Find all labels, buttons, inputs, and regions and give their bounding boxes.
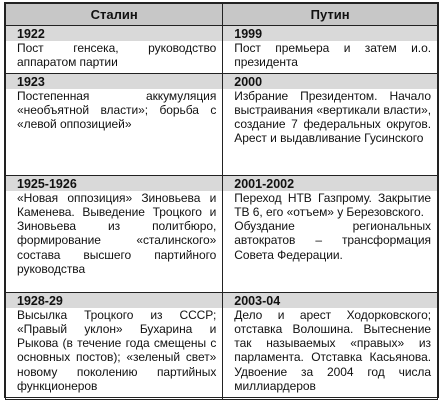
event-paragraph: Пост премьера и затем и.о. президента — [234, 41, 431, 70]
event-paragraph: Переход НТВ Газпрому. Закрытие ТВ 6, его «отъем» у Березовского. — [234, 190, 431, 219]
column-header-stalin: Сталин — [6, 4, 223, 26]
year-label: 2001-2002 — [223, 176, 437, 191]
event-text — [223, 308, 437, 397]
event-text — [223, 89, 437, 149]
stalin-cell — [6, 26, 223, 74]
event-paragraph: Дело и арест Ходорковского; отставка Волошина. Вытеснение так называемых «правых» из парламента. Отставка Касьянова. Удвоение за 2004 год числа миллиардеров — [234, 307, 431, 394]
event-text — [223, 41, 437, 73]
event-paragraph: Избрание Президентом. Начало выстраивания «вертикали власти», создание 7 федеральных округов. Арест и выдавливание Гусинского — [234, 88, 431, 146]
table-row — [6, 292, 438, 399]
stalin-cell — [6, 175, 223, 292]
event-text — [223, 191, 437, 265]
putin-cell — [223, 175, 438, 292]
stalin-cell — [6, 292, 223, 399]
event-text — [6, 89, 222, 135]
year-label: 1999 — [223, 26, 437, 41]
event-text — [6, 308, 222, 397]
year-label: 1922 — [6, 26, 222, 41]
putin-cell — [223, 73, 438, 175]
table-header-row — [6, 4, 438, 26]
table-row — [6, 26, 438, 74]
year-label: 1925-1926 — [6, 176, 222, 191]
year-label: 2000 — [223, 74, 437, 89]
table-row — [6, 73, 438, 175]
year-label: 2003-04 — [223, 293, 437, 308]
stalin-cell — [6, 73, 223, 175]
comparison-table-container — [4, 2, 439, 398]
event-text — [6, 41, 222, 73]
event-paragraph: Пост генсека, руководство аппаратом партии — [17, 41, 217, 70]
putin-cell — [223, 292, 438, 399]
putin-cell — [223, 26, 438, 74]
event-paragraph: «Новая оппозиция» Зиновьева и Каменева. Выведение Троцкого и Зиновьева из политбюро, формирование «сталинского» состава высшего партийного руководства — [17, 190, 217, 277]
event-paragraph: Высылка Троцкого из СССР; «Правый уклон» Бухарина и Рыкова (в течение года смещены с основных постов); «зеленый свет» новому поколению партийных функционеров — [17, 307, 217, 394]
column-header-putin: Путин — [223, 4, 438, 26]
event-paragraph: Обуздание региональных автократов – трансформация Совета Федерации. — [234, 219, 431, 262]
table-row — [6, 175, 438, 292]
year-label: 1923 — [6, 74, 222, 89]
event-paragraph: Постепенная аккумуляция «необъятной власти»; борьба с «левой оппозицией» — [17, 88, 217, 132]
comparison-table — [5, 3, 438, 400]
year-label: 1928-29 — [6, 293, 222, 308]
event-text — [6, 191, 222, 280]
